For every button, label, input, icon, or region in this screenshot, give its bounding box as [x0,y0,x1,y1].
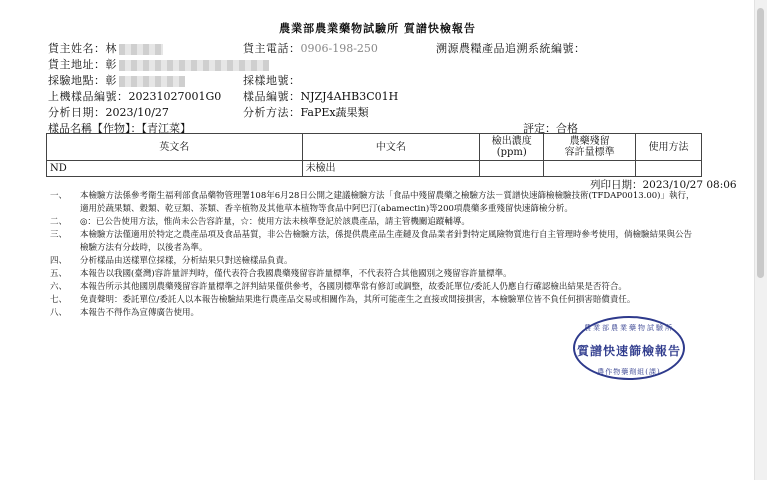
sample-code-value: NJZJ4AHB3C01H [300,90,399,103]
note-item [50,268,700,281]
note-number: 四、 [50,256,68,266]
trace-field [436,40,586,56]
note-number: 一、 [50,191,68,201]
col-chinese-name: 中文名 [302,134,480,161]
note-text: 本報告以我國(臺灣)容許量評判時，僅代表符合我國農藥殘留容許量標準，不代表符合其他國別之殘留容許量標準。 [80,269,512,279]
method-field [243,104,369,120]
sampling-place-value: 彰 [105,74,117,87]
sampling-place-field [48,72,185,88]
note-number: 七、 [50,295,68,305]
note-text: 本檢驗方法係參考衛生福利部食品藥物管理署108年6月28日公開之建議檢驗方法「食品中殘留農藥之檢驗方法－質譜快速篩檢檢驗技術(TFDAP0013.00)」執行，適用於蔬果類、穀類、乾豆類、茶類、香辛植物及其他草本植物等食品中阿巴汀(abamectin)等200項農藥多重殘留快速篩檢分析。 [80,191,695,214]
note-item [50,255,700,268]
judgement-label: 評定： [523,122,556,135]
sample-id-value: 20231027001G0 [128,90,222,103]
redaction-mask [119,44,163,55]
note-item [50,216,700,229]
col-concentration: 檢出濃度 (ppm) [480,134,544,161]
phone-field [243,40,378,56]
vertical-scrollbar[interactable] [754,0,767,480]
note-text: 分析樣品由送樣單位採樣，分析結果只對送檢樣品負責。 [80,256,293,266]
note-number: 三、 [50,230,68,240]
redaction-mask [119,60,269,71]
col-mrl-standard: 農藥殘留 容許量標準 [544,134,636,161]
stamp-top-text: 農業部農業藥物試驗所 [584,324,674,332]
note-number: 六、 [50,282,68,292]
col-usage: 使用方法 [636,134,702,161]
stamp-bottom-text: 農作物藥劑組(課) [597,368,661,376]
sample-id-label: 上機樣品編號： [48,90,129,103]
cell-chinese-name: 未檢出 [302,161,480,177]
analysis-date-label: 分析日期： [48,106,106,119]
note-text: 本報告不得作為宣傳廣告使用。 [80,308,200,318]
sample-name-label: 樣品名稱【作物】：【青江菜】 [48,122,191,135]
stamp-middle-text: 質譜快速篩檢報告 [576,344,681,358]
trace-label: 溯源農糧產品追溯系統編號： [436,42,586,55]
note-text: 本檢驗方法僅適用於特定之農產品項及食品基質，非公告檢驗方法，係提供農產品生產鏈及食品業者針對特定風險物質進行自主管理時參考使用，倘檢驗結果與公告檢驗方法有分歧時，以後者為準。 [80,230,693,253]
note-item [50,307,700,320]
analysis-date-field [48,104,169,120]
note-item [50,229,700,255]
note-number: 五、 [50,269,68,279]
cell-english-name: ND [47,161,303,177]
address-value: 彰 [105,58,117,71]
note-number: 八、 [50,308,68,318]
sample-id-field [48,88,221,104]
print-time: 列印日期：2023/10/27 08:06 [590,179,737,191]
note-text: ◎：已公告使用方法，惟尚未公告容許量，☆：使用方法未核準登記於該農產品，請主管機關追蹤輔導。 [80,217,470,227]
address-label: 貨主地址： [48,58,106,71]
cell-usage [636,161,702,177]
note-item [50,294,700,307]
grower-name-field [48,40,163,56]
method-label: 分析方法： [243,106,301,119]
official-seal-stamp [573,316,685,380]
address-field [48,56,269,72]
sample-code-field [243,88,398,104]
sampling-place-label: 採驗地點： [48,74,106,87]
note-item [50,190,700,216]
sampling-no-label: 採樣地號： [243,74,301,87]
note-item [50,281,700,294]
results-table [46,133,702,177]
scrollbar-thumb[interactable] [757,8,764,278]
analysis-date-value: 2023/10/27 [105,106,169,119]
col-english-name: 英文名 [47,134,303,161]
phone-value: 0906-198-250 [300,42,378,55]
note-number: 二、 [50,217,68,227]
phone-label: 貨主電話： [243,42,301,55]
report-title: 農業部農業藥物試驗所 質譜快檢報告 [279,22,476,35]
cell-mrl-standard [544,161,636,177]
sampling-no-field [243,72,301,88]
table-row [47,161,702,177]
judgement-value: 合格 [556,122,578,135]
table-header-row [47,134,702,161]
note-text: 免責聲明：委託單位/委託人以本報告檢驗結果進行農產品交易或相關作為，其所可能產生之直接或間接損害，本檢驗單位皆不負任何損害賠償責任。 [80,295,636,305]
redaction-mask [119,76,185,87]
notes-list [50,190,700,320]
grower-name-value: 林 [105,42,117,55]
note-text: 本報告所示其他國別農藥殘留容許量標準之評判結果僅供參考，各國別標準常有修訂或調整，故委託單位/委託人仍應自行確認檢出結果是否符合。 [80,282,627,292]
method-value: FaPEx蔬果類 [300,106,369,119]
sample-code-label: 樣品編號： [243,90,301,103]
grower-name-label: 貨主姓名： [48,42,106,55]
cell-concentration [480,161,544,177]
